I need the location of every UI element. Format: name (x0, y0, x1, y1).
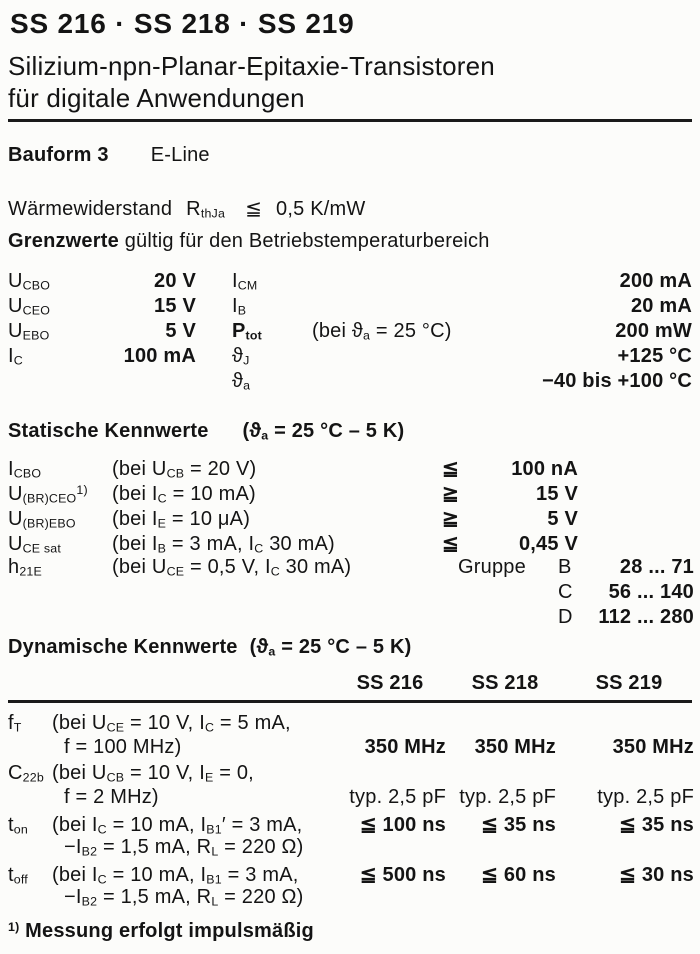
param-value: 100 nA (511, 458, 578, 480)
param-symbol: $U_{CE sat}$ (8, 533, 62, 556)
bauform-label: Bauform 3 (8, 144, 109, 166)
param-symbol: $t_{off}$ (8, 864, 28, 887)
limit-symbol: $P_{tot}$ (232, 320, 262, 343)
dynamic-heading-condition: ($ϑ_a = 25$ °C – 5 K) (249, 636, 412, 659)
param-value-ss219: ≦ 30 ns (619, 864, 694, 886)
param-symbol: $I_{CBO}$ (8, 458, 42, 481)
limit-symbol: $I_B$ (232, 295, 247, 318)
table-row (8, 762, 698, 810)
static-section-heading (8, 420, 404, 443)
divider-top (8, 119, 692, 122)
param-value: 15 V (536, 483, 578, 505)
table-row (8, 481, 692, 506)
thermal-label: Wärmewiderstand (8, 198, 173, 220)
table-row (8, 370, 692, 395)
param-value-ss218: ≦ 35 ns (481, 814, 556, 836)
dynamic-heading-label: Dynamische Kennwerte (8, 636, 238, 658)
type-column-headers (330, 672, 698, 695)
limits-heading-rest: gültig für den Betriebstemperaturbereich (118, 230, 490, 252)
limit-value: 200 mW (615, 320, 692, 342)
limit-value: 20 V (154, 270, 196, 292)
gain-group-row (458, 581, 694, 606)
param-condition: (bei $I_B = 3$ mA, $I_C$ 30 mA) (112, 533, 335, 556)
divider-dynamic (8, 700, 692, 703)
table-row (8, 295, 692, 320)
gain-group-letter: C (558, 581, 573, 603)
param-value: 5 V (547, 508, 578, 530)
limits-heading-bold: Grenzwerte (8, 230, 119, 252)
limit-symbol: $I_{CM}$ (232, 270, 258, 293)
static-heading-label: Statische Kennwerte (8, 420, 209, 442)
param-value-ss216: typ. 2,5 pF (349, 786, 446, 808)
thermal-value: 0,5 K/mW (276, 198, 366, 220)
param-value-ss219: typ. 2,5 pF (597, 786, 694, 808)
gain-group-range: 112 ... 280 (598, 606, 694, 628)
param-symbol: $U_{(BR)EBO}$ (8, 508, 76, 531)
table-row (8, 712, 698, 760)
param-symbol: $U_{(BR)CEO}^{1)}$ (8, 482, 88, 506)
thermal-resistance-line (8, 196, 365, 221)
param-condition: (bei $U_{CE} = 0,5$ V, $I_C$ 30 mA) (112, 556, 352, 579)
param-value-ss216: ≦ 500 ns (359, 864, 446, 886)
limits-heading (8, 230, 490, 253)
table-row (8, 456, 692, 481)
gain-group-letter: D (558, 606, 573, 628)
limit-value: 200 mA (619, 270, 692, 292)
param-value: 0,45 V (518, 533, 578, 555)
gain-group-letter: B (558, 556, 572, 578)
dynamic-section-heading (8, 636, 412, 659)
table-row (8, 812, 698, 860)
gain-group-row (458, 606, 694, 631)
limit-symbol: $U_{CBO}$ (8, 270, 51, 293)
param-relation: ≦ (442, 533, 459, 555)
subtitle-line-1: Silizium-npn-Planar-Epitaxie-Transistoren (8, 51, 495, 81)
table-row (8, 531, 692, 556)
thermal-relation: ≦ (245, 198, 263, 220)
limit-value: 15 V (154, 295, 196, 317)
gain-group-row (458, 556, 694, 581)
param-condition: $-I_{B2} = 1,5$ mA, $R_L = 220$ Ω) (64, 836, 304, 859)
param-value-ss216: ≦ 100 ns (359, 814, 446, 836)
gain-groups (458, 556, 694, 631)
param-condition: (bei $U_{CB} = 10$ V, $I_E = 0$, (52, 762, 254, 785)
param-relation: ≧ (442, 483, 459, 505)
param-symbol: $f_T$ (8, 712, 22, 735)
param-value-ss218: 350 MHz (474, 736, 556, 758)
param-relation: ≦ (442, 458, 459, 480)
column-header-ss218: SS 218 (471, 672, 539, 694)
table-row (8, 320, 692, 345)
param-condition: f = 100 MHz) (64, 736, 182, 758)
limit-symbol: $ϑ_J$ (232, 345, 250, 368)
param-value-ss216: 350 MHz (364, 736, 446, 758)
param-symbol: $t_{on}$ (8, 814, 28, 837)
footnote: $^{1)}$ Messung erfolgt impulsmäßig (8, 919, 314, 942)
gain-group-range: 56 ... 140 (608, 581, 694, 603)
limits-table (8, 270, 692, 395)
param-symbol: $h_{21E}$ (8, 556, 42, 579)
column-header-ss216: SS 216 (356, 672, 424, 694)
table-row (8, 506, 692, 531)
param-symbol: $C_{22b}$ (8, 762, 44, 785)
limit-condition: (bei $ϑ_a = 25$ °C) (312, 320, 452, 343)
table-row (8, 345, 692, 370)
limit-value: 20 mA (630, 295, 692, 317)
limit-value: +125 °C (617, 345, 692, 367)
static-heading-condition: ($ϑ_a = 25$ °C – 5 K) (242, 420, 405, 443)
subtitle-line-2: für digitale Anwendungen (8, 83, 305, 113)
bauform-line (8, 144, 210, 167)
param-condition: (bei $I_C = 10$ mA) (112, 483, 256, 506)
param-condition: (bei $U_{CE} = 10$ V, $I_C = 5$ mA, (52, 712, 291, 735)
page-subtitle (8, 50, 495, 114)
gain-group-label: Gruppe (458, 556, 526, 578)
param-relation: ≧ (442, 508, 459, 530)
param-condition: (bei $I_E = 10$ μA) (112, 508, 251, 531)
param-value-ss219: ≦ 35 ns (619, 814, 694, 836)
table-row (8, 270, 692, 295)
limit-symbol: $U_{CEO}$ (8, 295, 51, 318)
param-value-ss218: ≦ 60 ns (481, 864, 556, 886)
param-value-ss218: typ. 2,5 pF (459, 786, 556, 808)
limit-value: 100 mA (123, 345, 196, 367)
param-condition: (bei $U_{CB} = 20$ V) (112, 458, 257, 481)
page-title: SS 216 · SS 218 · SS 219 (10, 8, 355, 39)
thermal-symbol: $R_{thJa}$ (186, 198, 226, 221)
param-value-ss219: 350 MHz (612, 736, 694, 758)
dynamic-parameters-table (8, 712, 698, 912)
limit-value: 5 V (165, 320, 196, 342)
param-condition: f = 2 MHz) (64, 786, 159, 808)
limit-symbol: $I_C$ (8, 345, 23, 368)
bauform-value: E-Line (150, 144, 210, 166)
limit-symbol: $ϑ_a$ (232, 370, 251, 393)
param-condition: $-I_{B2} = 1,5$ mA, $R_L = 220$ Ω) (64, 886, 304, 909)
param-condition: (bei $I_C = 10$ mA, $I_{B1} = 3$ mA, (52, 864, 299, 887)
param-condition: (bei $I_C = 10$ mA, $I_{B1}' = 3$ mA, (52, 814, 303, 837)
gain-group-range: 28 ... 71 (619, 556, 694, 578)
column-header-ss219: SS 219 (595, 672, 663, 694)
limit-symbol: $U_{EBO}$ (8, 320, 50, 343)
table-row (8, 862, 698, 910)
limit-value: −40 bis +100 °C (542, 370, 692, 392)
